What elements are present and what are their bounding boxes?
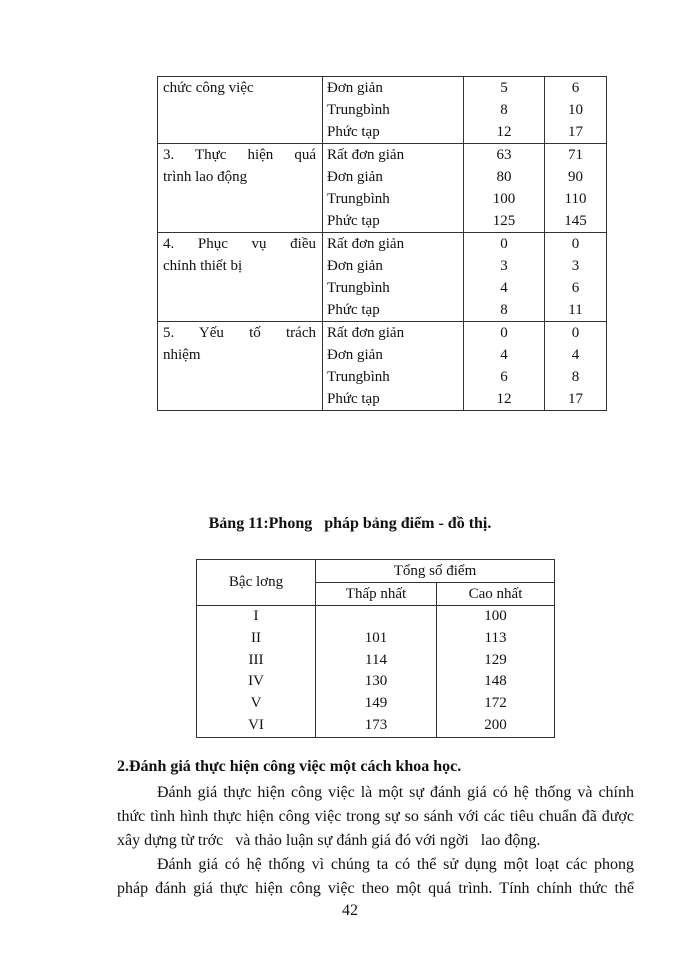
max-value: 129 [484, 651, 507, 668]
max-value: 4 [571, 347, 580, 363]
min-value: 0 [500, 325, 508, 341]
max-cell [545, 144, 607, 233]
criterion-cell [158, 233, 323, 322]
level-cell [323, 144, 464, 233]
min-value: 4 [500, 280, 508, 296]
min-value: 3 [500, 258, 508, 274]
max-value: 17 [568, 391, 583, 407]
max-value: 11 [568, 302, 583, 318]
min-value: 6 [500, 369, 508, 385]
min-value: 114 [365, 651, 387, 668]
max-value: 145 [564, 213, 587, 229]
section-heading: 2.Đánh giá thực hiện công việc một cách khoa học. [117, 758, 462, 775]
header-min [316, 583, 437, 606]
rank-value: VI [248, 716, 264, 733]
max-value: 113 [484, 629, 507, 646]
min-value: 12 [496, 124, 512, 140]
max-cell [545, 233, 607, 322]
level-text: Đơn giản [327, 80, 383, 96]
max-value: 90 [568, 169, 583, 185]
level-text: Đơn giản [327, 347, 383, 363]
criterion-cell [158, 322, 323, 411]
min-cell [464, 322, 545, 411]
criteria-points-table [157, 76, 607, 411]
level-text: Đơn giản [327, 258, 383, 274]
max-value: 110 [564, 191, 587, 207]
header-rank-label: Bậc lơng [228, 574, 284, 590]
level-text: Trungbình [327, 280, 390, 296]
min-value: 8 [500, 302, 508, 318]
min-value: 63 [496, 147, 512, 163]
min-value: 8 [500, 102, 508, 118]
header-rank [197, 560, 316, 606]
rank-column [197, 606, 316, 738]
max-value: 200 [484, 716, 507, 733]
max-value: 148 [484, 673, 507, 690]
min-value: 80 [496, 169, 512, 185]
rank-value: IV [248, 673, 264, 690]
paragraph-1 [117, 781, 634, 853]
level-text: Phức tạp [327, 124, 380, 140]
level-text: Trungbình [327, 102, 390, 118]
min-column [316, 606, 437, 738]
paragraph-2 [117, 853, 634, 901]
paragraph-line: thức tình hình thực hiện công việc trong sự so sánh với các tiêu chuẩn đã được [117, 808, 634, 825]
criterion-text: chức công việc [163, 80, 254, 96]
min-value: 149 [364, 695, 388, 712]
criterion-text: chỉnh thiết bị [163, 258, 243, 274]
max-value: 3 [571, 258, 580, 274]
level-text: Rất đơn giản [327, 325, 405, 341]
criterion-text: trình lao động [163, 169, 248, 185]
max-value: 0 [571, 236, 580, 252]
salary-grade-table [196, 559, 555, 738]
header-total-label: Tổng số điểm [393, 563, 477, 579]
min-value: 100 [492, 191, 516, 207]
min-value: 12 [496, 391, 512, 407]
criterion-text: 3. Thực hiện quá [163, 147, 316, 163]
header-min-label: Thấp nhất [345, 586, 407, 602]
max-value: 172 [484, 695, 507, 712]
max-value: 8 [571, 369, 580, 385]
paragraph-line: Đánh giá thực hiện công việc là một sự đánh giá có hệ thống và chính [157, 784, 634, 801]
max-column [437, 606, 555, 738]
min-value: 5 [500, 80, 508, 96]
paragraph-line: pháp đánh giá thực hiện công việc theo một quá trình. Tính chính thức thể [117, 880, 634, 897]
max-value: 10 [568, 102, 583, 118]
rank-value: III [248, 651, 264, 668]
level-text: Phức tạp [327, 302, 380, 318]
rank-value: V [250, 695, 262, 712]
table-row [158, 144, 607, 233]
max-value: 100 [484, 608, 507, 624]
table-header-row [197, 560, 555, 583]
table-caption: Bảng 11:Phong pháp bảng điểm - đồ thị. [208, 515, 492, 532]
paragraph-line: Đánh giá có hệ thống vì chúng ta có thể sử dụng một loạt các phong [157, 856, 634, 873]
max-value: 6 [571, 80, 580, 96]
page-number: 42 [342, 902, 358, 919]
max-value: 71 [568, 147, 583, 163]
table-body [197, 606, 555, 738]
max-value: 6 [571, 280, 580, 296]
header-total [316, 560, 555, 583]
rank-value: II [251, 629, 261, 646]
criterion-text: 4. Phục vụ điều [163, 236, 316, 252]
level-text: Phức tạp [327, 213, 380, 229]
criterion-text: nhiệm [163, 347, 201, 363]
min-value: 4 [500, 347, 508, 363]
min-cell [464, 233, 545, 322]
header-max [437, 583, 555, 606]
criterion-cell [158, 144, 323, 233]
criterion-cell [158, 77, 323, 144]
max-value: 17 [568, 124, 583, 140]
level-text: Rất đơn giản [327, 147, 405, 163]
level-text: Đơn giản [327, 169, 383, 185]
level-text: Trungbình [327, 369, 390, 385]
min-value: 0 [500, 236, 508, 252]
min-cell [464, 144, 545, 233]
paragraph-line: xây dựng từ trớc và thảo luận sự đánh giá đó với ngời lao động. [117, 832, 541, 849]
header-max-label: Cao nhất [468, 586, 523, 602]
table-row [158, 77, 607, 144]
criterion-text: 5. Yếu tố trách [163, 325, 316, 341]
min-value [316, 606, 436, 628]
max-value: 0 [571, 325, 580, 341]
level-cell [323, 77, 464, 144]
min-cell [464, 77, 545, 144]
level-text: Rất đơn giản [327, 236, 405, 252]
max-cell [545, 77, 607, 144]
min-value: 125 [492, 213, 516, 229]
rank-value: I [253, 608, 259, 624]
min-value: 130 [364, 673, 388, 690]
level-text: Phức tạp [327, 391, 380, 407]
table-row [158, 233, 607, 322]
level-cell [323, 233, 464, 322]
table-row [158, 322, 607, 411]
min-value: 173 [364, 716, 388, 733]
level-cell [323, 322, 464, 411]
max-cell [545, 322, 607, 411]
level-text: Trungbình [327, 191, 390, 207]
min-value: 101 [364, 629, 388, 646]
